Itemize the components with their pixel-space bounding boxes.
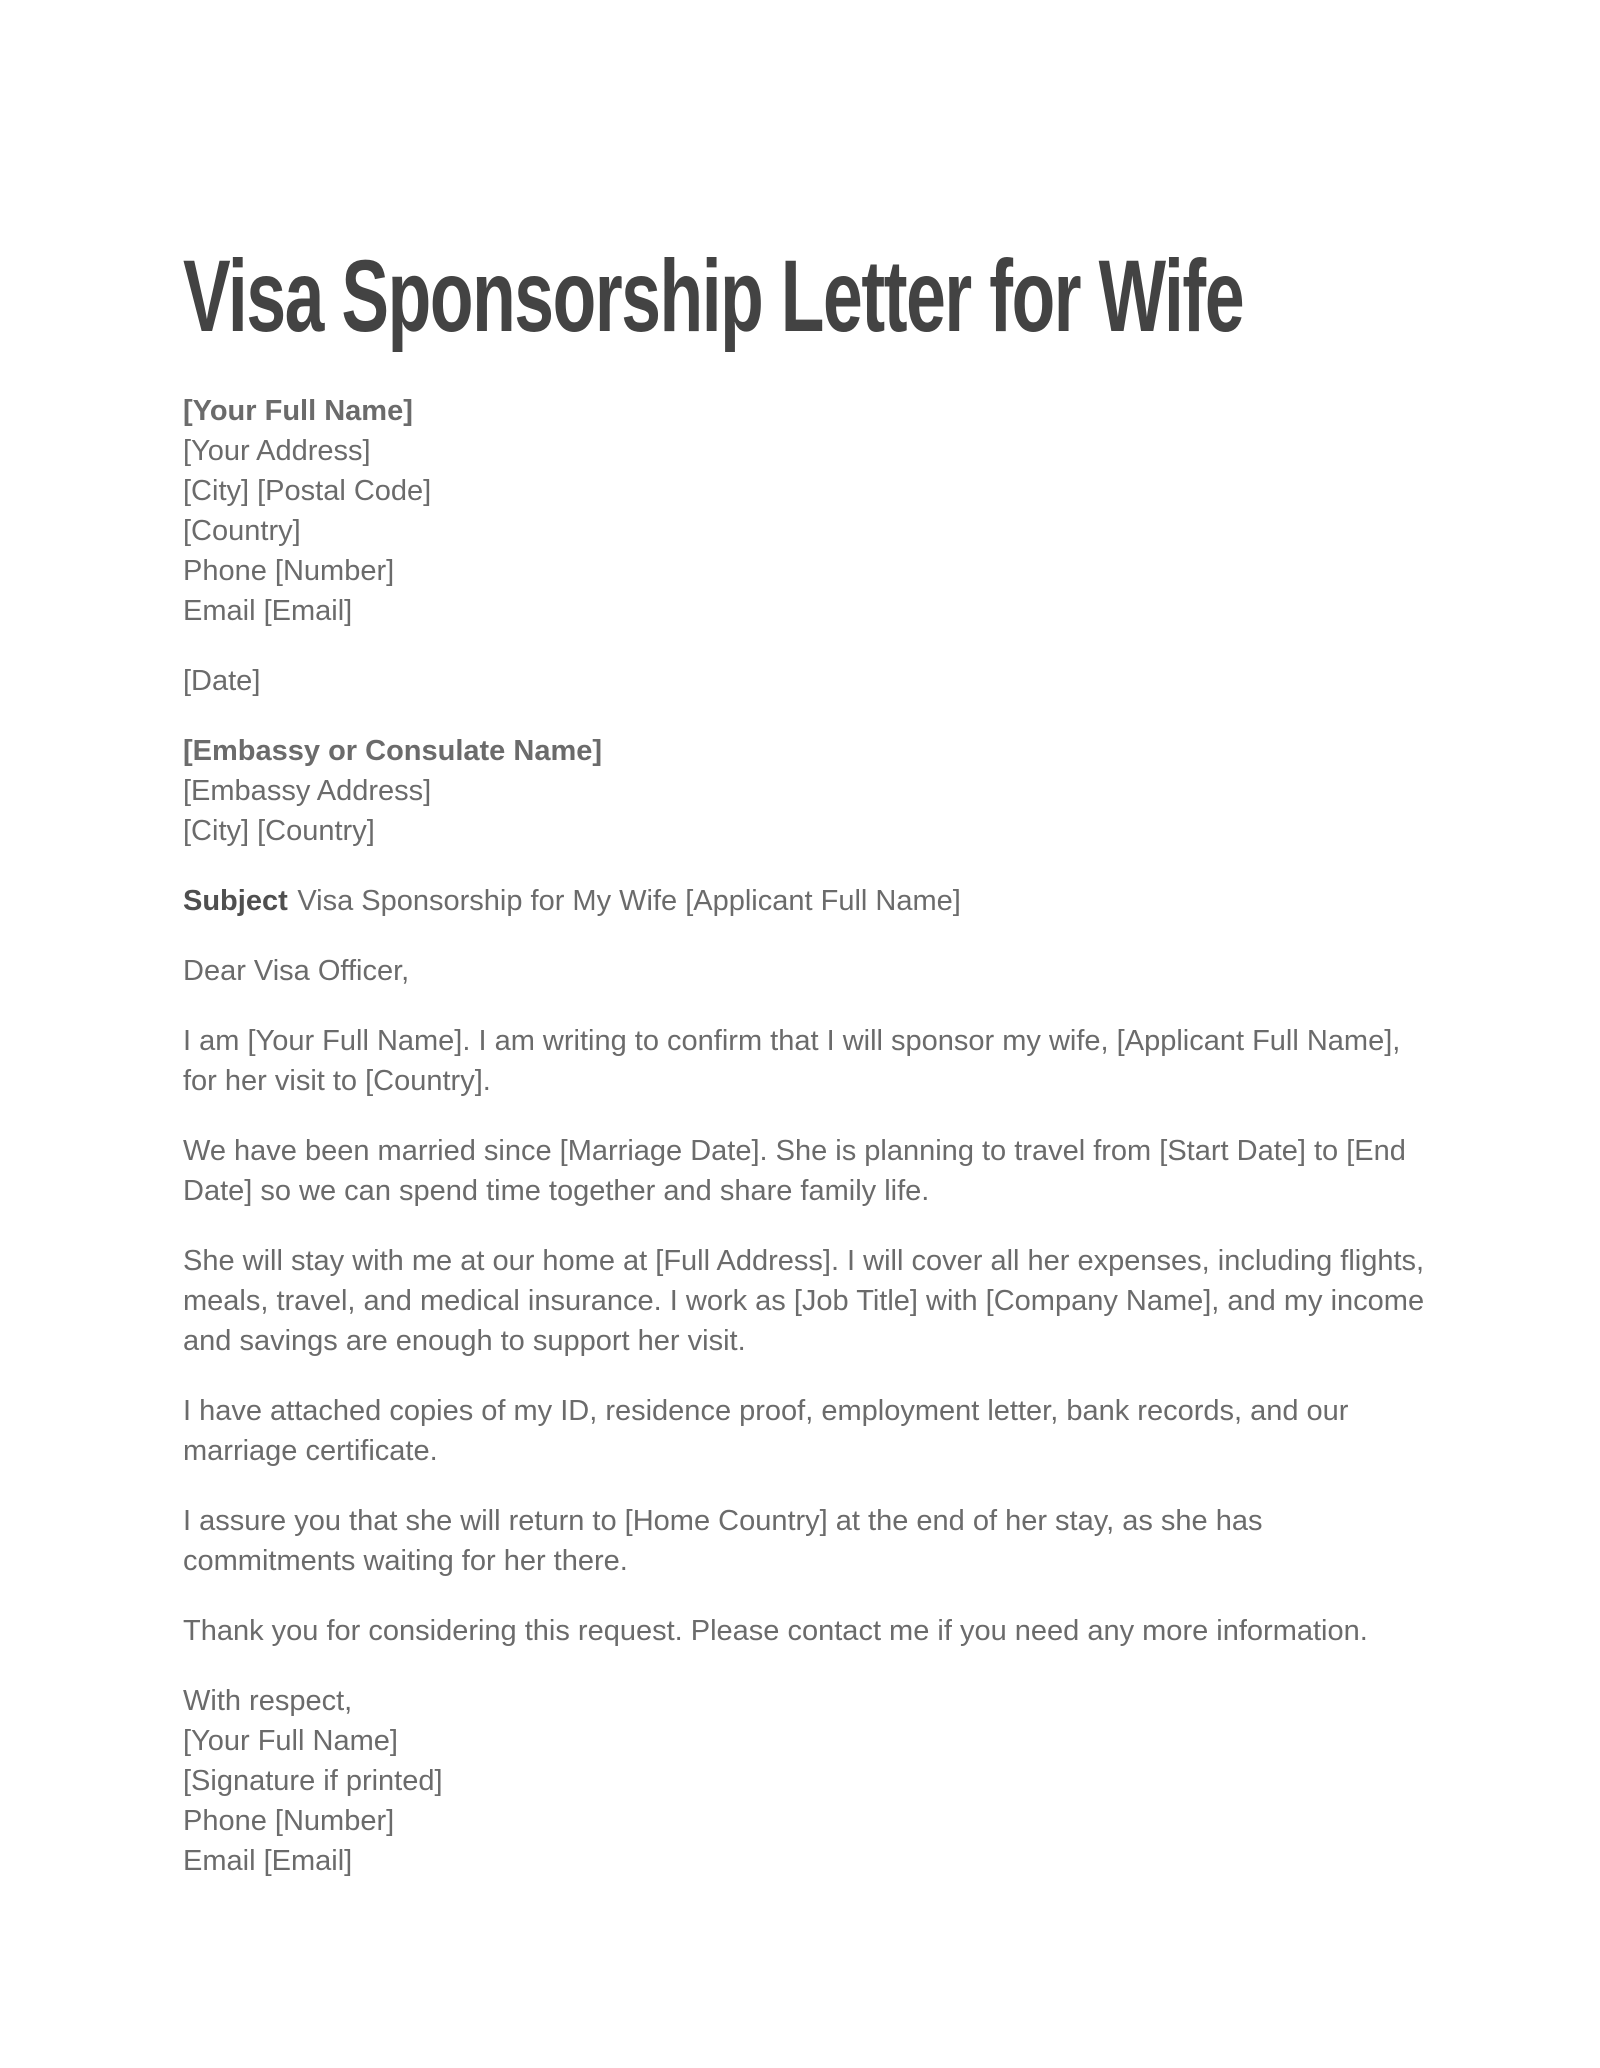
letter-title: Visa Sponsorship Letter for Wife	[183, 239, 1244, 353]
date-block	[183, 661, 1438, 701]
salutation: Dear Visa Officer,	[183, 955, 410, 988]
recipient-block	[183, 731, 1438, 851]
sender-address: [Your Address]	[183, 435, 371, 468]
recipient-city-country: [City] [Country]	[183, 815, 375, 848]
subject-text: Visa Sponsorship for My Wife [Applicant Full Name]	[297, 885, 961, 918]
sender-name: [Your Full Name]	[183, 395, 413, 428]
closing-block	[183, 1681, 1438, 1881]
closing-phone: Phone [Number]	[183, 1805, 395, 1838]
sender-phone: Phone [Number]	[183, 555, 395, 588]
body-paragraph: She will stay with me at our home at [Full Address]. I will cover all her expenses, including flights, meals, travel, and medical insurance. I work as [Job Title] with [Company Name], and my income and savings are enough to support her visit.	[183, 1245, 1425, 1358]
subject-block	[183, 881, 1438, 921]
letter-date: [Date]	[183, 665, 261, 698]
body-paragraph: I assure you that she will return to [Home Country] at the end of her stay, as she has commitments waiting for her there.	[183, 1505, 1263, 1578]
closing-email: Email [Email]	[183, 1845, 353, 1878]
sender-city-postal: [City] [Postal Code]	[183, 475, 432, 508]
body-paragraph: I am [Your Full Name]. I am writing to confirm that I will sponsor my wife, [Applicant Full Name], for her visit to [Country].	[183, 1025, 1401, 1098]
sender-email: Email [Email]	[183, 595, 353, 628]
closing-signature: [Signature if printed]	[183, 1765, 443, 1798]
subject-line	[183, 881, 1438, 921]
salutation-block	[183, 951, 1438, 991]
recipient-address: [Embassy Address]	[183, 775, 432, 808]
sender-block	[183, 391, 1438, 631]
closing-name: [Your Full Name]	[183, 1725, 398, 1758]
recipient-name: [Embassy or Consulate Name]	[183, 735, 603, 768]
body-paragraph: Thank you for considering this request. Please contact me if you need any more information.	[183, 1615, 1368, 1648]
closing-valediction: With respect,	[183, 1685, 353, 1718]
body-paragraph: I have attached copies of my ID, residence proof, employment letter, bank records, and our marriage certificate.	[183, 1395, 1349, 1468]
body-paragraph: We have been married since [Marriage Date]. She is planning to travel from [Start Date] to [End Date] so we can spend time together and share family life.	[183, 1135, 1406, 1208]
sender-country: [Country]	[183, 515, 301, 548]
subject-label: Subject	[183, 885, 288, 918]
